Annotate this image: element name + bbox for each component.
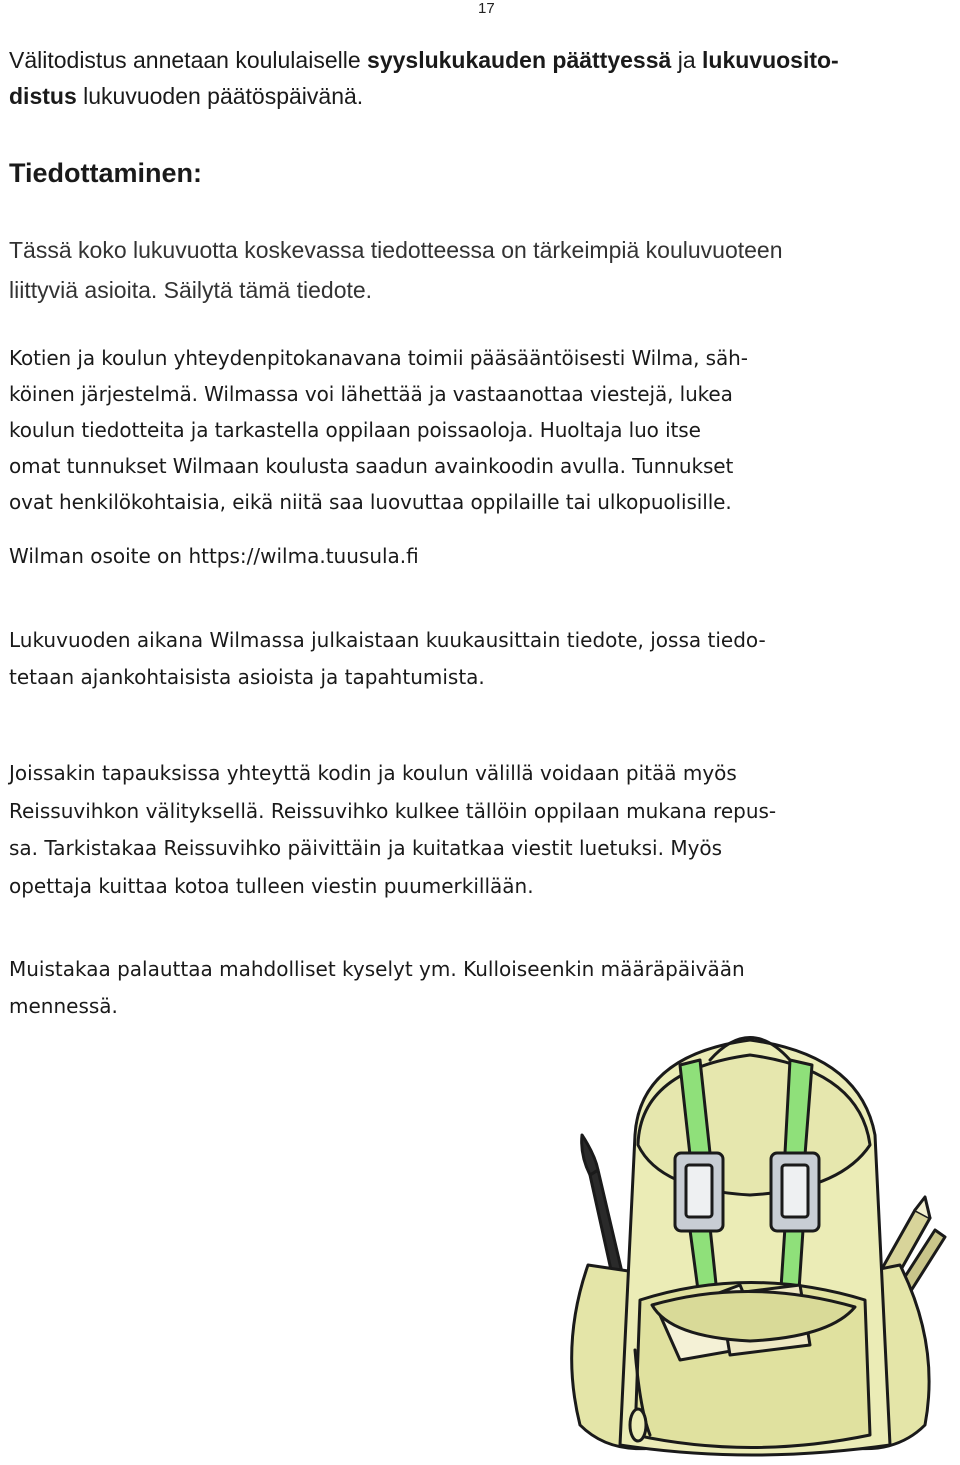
intro-text-3: lukuvuoden päätöspäivänä. <box>76 83 364 109</box>
wilma-line: koulun tiedotteita ja tarkastella oppilaan poissaoloja. Huoltaja luo itse <box>9 418 701 442</box>
intro-text-1: Välitodistus annetaan koululaiselle <box>9 47 368 73</box>
reissu-line: Joissakin tapauksissa yhteyttä kodin ja koulun välillä voidaan pitää myös <box>9 761 737 785</box>
report-card-paragraph <box>9 42 954 114</box>
reissu-line: Reissuvihkon välityksellä. Reissuvihko kulkee tällöin oppilaan mukana repus- <box>9 798 777 823</box>
bulletin-line: Lukuvuoden aikana Wilmassa julkaistaan kuukausittain tiedote, jossa tiedo- <box>9 628 766 652</box>
intro-text-2: ja <box>671 47 702 73</box>
notice-paragraph <box>9 230 954 310</box>
reissuvihko-paragraph <box>9 755 954 905</box>
intro-bold-2b: distus <box>9 83 77 109</box>
wilma-line: Kotien ja koulun yhteydenpitokanavana toimii pääsääntöisesti Wilma, säh- <box>9 346 748 370</box>
reissu-line: sa. Tarkistakaa Reissuvihko päivittäin ja kuitatkaa viestit luetuksi. Myös <box>9 836 723 860</box>
wilma-line: köinen järjestelmä. Wilmassa voi lähettää ja vastaanottaa viestejä, lukea <box>9 382 733 406</box>
monthly-bulletin-paragraph <box>9 622 954 696</box>
reissu-line: opettaja kuittaa kotoa tulleen viestin puumerkillään. <box>9 873 534 898</box>
intro-bold-2a: lukuvuosito- <box>702 47 839 73</box>
section-heading: Tiedottaminen: <box>9 158 203 188</box>
reminder-paragraph <box>9 951 954 1025</box>
notice-line: liittyviä asioita. Säilytä tämä tiedote. <box>9 277 373 303</box>
notice-line: Tässä koko lukuvuotta koskevassa tiedotteessa on tärkeimpiä kouluvuoteen <box>9 237 783 263</box>
wilma-line: ovat henkilökohtaisia, eikä niitä saa luovuttaa oppilaille tai ulkopuolisille. <box>9 490 732 514</box>
page-number: 17 <box>478 0 495 17</box>
reminder-line: mennessä. <box>9 994 118 1018</box>
wilma-paragraph <box>9 340 954 520</box>
wilma-address: Wilman osoite on https://wilma.tuusula.fi <box>9 544 419 568</box>
backpack-icon <box>540 1015 960 1465</box>
intro-bold-1: syyslukukauden päättyessä <box>367 47 672 73</box>
wilma-line: omat tunnukset Wilmaan koulusta saadun avainkoodin avulla. Tunnukset <box>9 454 734 478</box>
bulletin-line: tetaan ajankohtaisista asioista ja tapahtumista. <box>9 665 485 689</box>
reminder-line: Muistakaa palauttaa mahdolliset kyselyt ym. Kulloiseenkin määräpäivään <box>9 957 745 981</box>
